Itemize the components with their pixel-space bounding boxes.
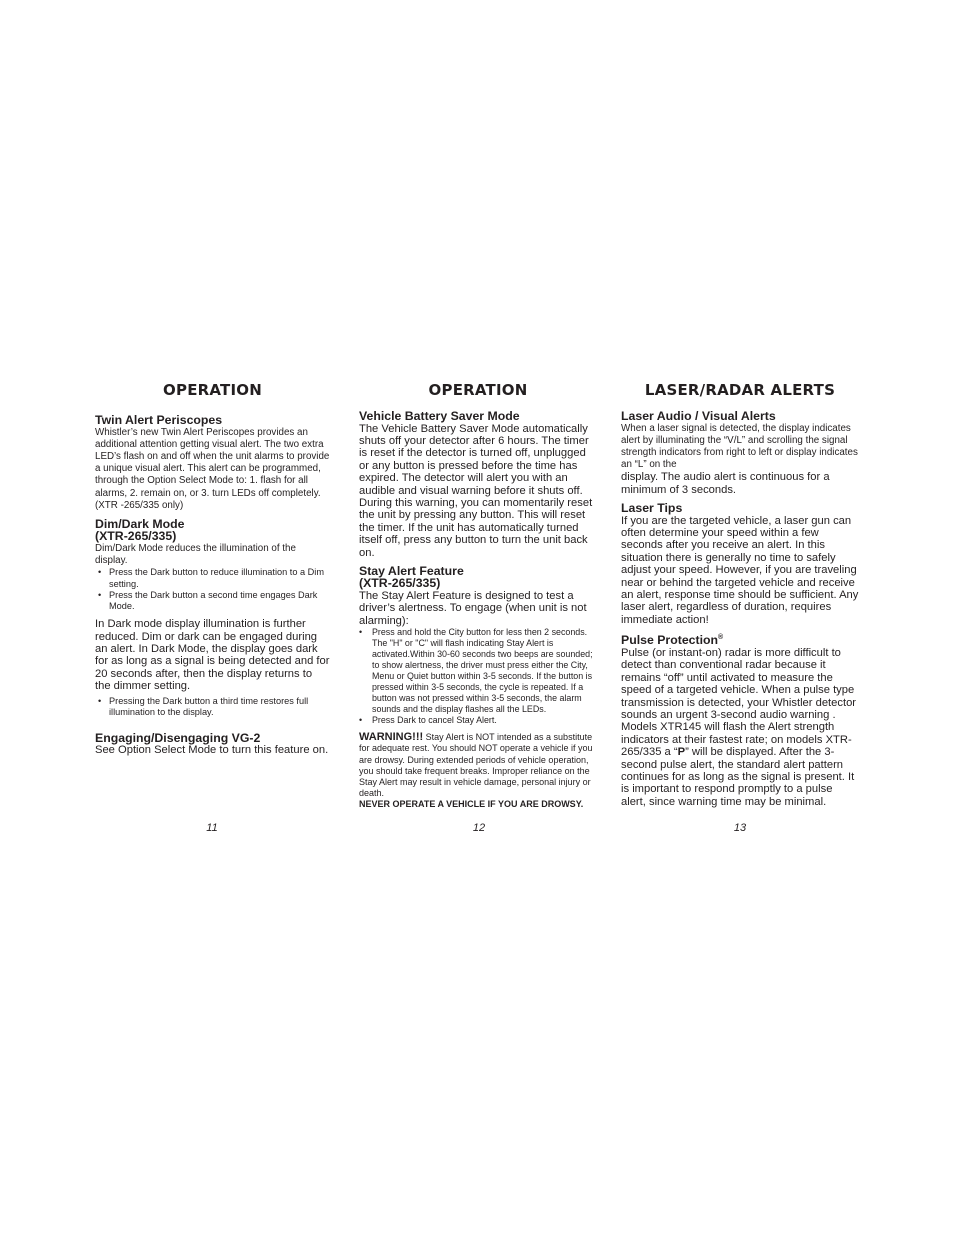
column-page-11 — [95, 380, 330, 763]
laser-tips-body: If you are the targeted vehicle, a laser gun can often determine your speed within a few seconds after you receive an alert. In this situation there is generally no time to safely adjust your speed. However, if you are traveling near or behind the targeted vehicle and receive an alert, response time should be sufficient. Any laser alert, regardless of duration, requires immediate action! — [621, 514, 859, 626]
stay-alert-models: (XTR-265/335) — [359, 576, 441, 591]
list-item: • Press the Dark button a second time engages Dark Mode. — [95, 590, 330, 612]
dim-dark-bullets — [95, 567, 330, 612]
stay-alert-intro: The Stay Alert Feature is designed to test a driver’s alertness. To engage (when unit is not alarming): — [359, 589, 587, 627]
pulse-p-char: P — [677, 746, 686, 759]
laser-av-title: Laser Audio / Visual Alerts — [621, 409, 776, 423]
pulse-protection-title — [621, 632, 859, 647]
dim-dark-models: (XTR-265/335) — [95, 529, 177, 544]
page-number-11: 11 — [206, 822, 218, 834]
dark-mode-paragraph: In Dark mode display illumination is further reduced. Dim or dark can be engaged during an alert. In Dark Mode, the display goes dark for as long as a signal is being detected and for 20 seconds after, then the display returns to the dimmer setting. — [95, 618, 330, 693]
list-item: • Pressing the Dark button a third time restores full illumination to the display. — [95, 696, 330, 718]
column-page-13 — [621, 380, 859, 814]
dark-mode-bullets — [95, 696, 330, 718]
column-page-12 — [359, 380, 597, 809]
pulse-text-b: ” will be displayed. After the 3-second pulse alert, the standard alert pattern continues for as long as the signal is present. It is important to respond promptly to a pulse alert, since warning time may be minimal. — [621, 746, 855, 808]
warning-label: WARNING!!! — [359, 731, 424, 744]
section-heading: OPERATION — [163, 381, 262, 399]
battery-saver-body: The Vehicle Battery Saver Mode automatically shuts off your detector after 6 hours. The timer is reset if the detector is turned off, unplugged or any button is pressed before the time has expired. The detector will alert you with an audible and visual warning before it shuts off. During this warning, you can momentarily reset the unit by pressing any button. This will reset the timer. If the unit has automatically turned itself off, press any button to turn the unit back on. — [359, 422, 593, 559]
page-number-13: 13 — [733, 822, 747, 834]
twin-alert-body: Whistler’s new Twin Alert Periscopes provides an additional attention getting visual alert. The two extra LED’s flash on and off when the unit alarms to provide a unique visual alert. This alert can be programmed, through the Option Select Mode to: 1. flash for all alarms, 2. remain on, or 3. turn LEDs off completely. (XTR -265/335 only) — [95, 426, 330, 511]
pulse-text-a: Pulse (or instant-on) radar is more difficult to detect than conventional radar because it remains “off” until activated to measure the speed of a targeted vehicle. When a pulse type transmission is detected, your Whistler detector sounds an urgent 3-second audio warning . Models XTR145 will flash the Alert strength indicators at their fastest rate; on models XTR-265/335 a “ — [621, 646, 857, 759]
stay-alert-title: Stay Alert Feature — [359, 563, 464, 578]
twin-alert-title: Twin Alert Periscopes — [95, 413, 223, 427]
registered-mark: ® — [718, 634, 724, 642]
pulse-title-text: Pulse Protection — [621, 633, 719, 648]
warning-block — [359, 732, 597, 799]
laser-av-body: When a laser signal is detected, the display indicates alert by illuminating the “V/L” and scrolling the signal strength indicators from right to left or display indicates an “L” on the — [621, 422, 858, 471]
laser-tips-title: Laser Tips — [621, 501, 683, 516]
battery-saver-title: Vehicle Battery Saver Mode — [359, 409, 520, 423]
vg2-body: See Option Select Mode to turn this feature on. — [95, 744, 329, 757]
section-heading: OPERATION — [428, 381, 528, 399]
pulse-protection-body — [621, 647, 859, 808]
list-item: • Press Dark to cancel Stay Alert. — [359, 715, 597, 726]
warning-text: Stay Alert is NOT intended as a substitute for adequate rest. You should NOT operate a vehicle if you are drowsy. During extended periods of vehicle operation, you should take frequent breaks. Improper reliance on the Stay Alert may result in vehicle damage, personal injury or death. — [359, 732, 593, 799]
section-heading: LASER/RADAR ALERTS — [644, 381, 836, 399]
dim-dark-intro: Dim/Dark Mode reduces the illumination of the display. — [95, 542, 296, 567]
list-item: • Press the Dark button to reduce illumination to a Dim setting. — [95, 567, 330, 589]
vg2-title: Engaging/Disengaging VG-2 — [95, 730, 261, 745]
laser-av-body-cont: display. The audio alert is continuous for a minimum of 3 seconds. — [621, 471, 830, 496]
stay-alert-bullets — [359, 627, 597, 726]
never-drowsy-notice: NEVER OPERATE A VEHICLE IF YOU ARE DROWSY. — [359, 799, 584, 810]
page-number-12: 12 — [472, 822, 486, 834]
dim-dark-title: Dim/Dark Mode — [95, 516, 185, 531]
list-item: • Press and hold the City button for less then 2 seconds. The "H" or "C" will flash indicating Stay Alert is activated.Within 30-60 seconds two beeps are sounded; to show alertness, the driver must press either the City, Menu or Quiet button within 3-5 seconds. If the button is pressed within 3-5 seconds, the cycle is repeated. If a button was not pressed within 3-5 seconds, the alarm sounds and the display flashes all the LEDs. — [359, 627, 597, 715]
